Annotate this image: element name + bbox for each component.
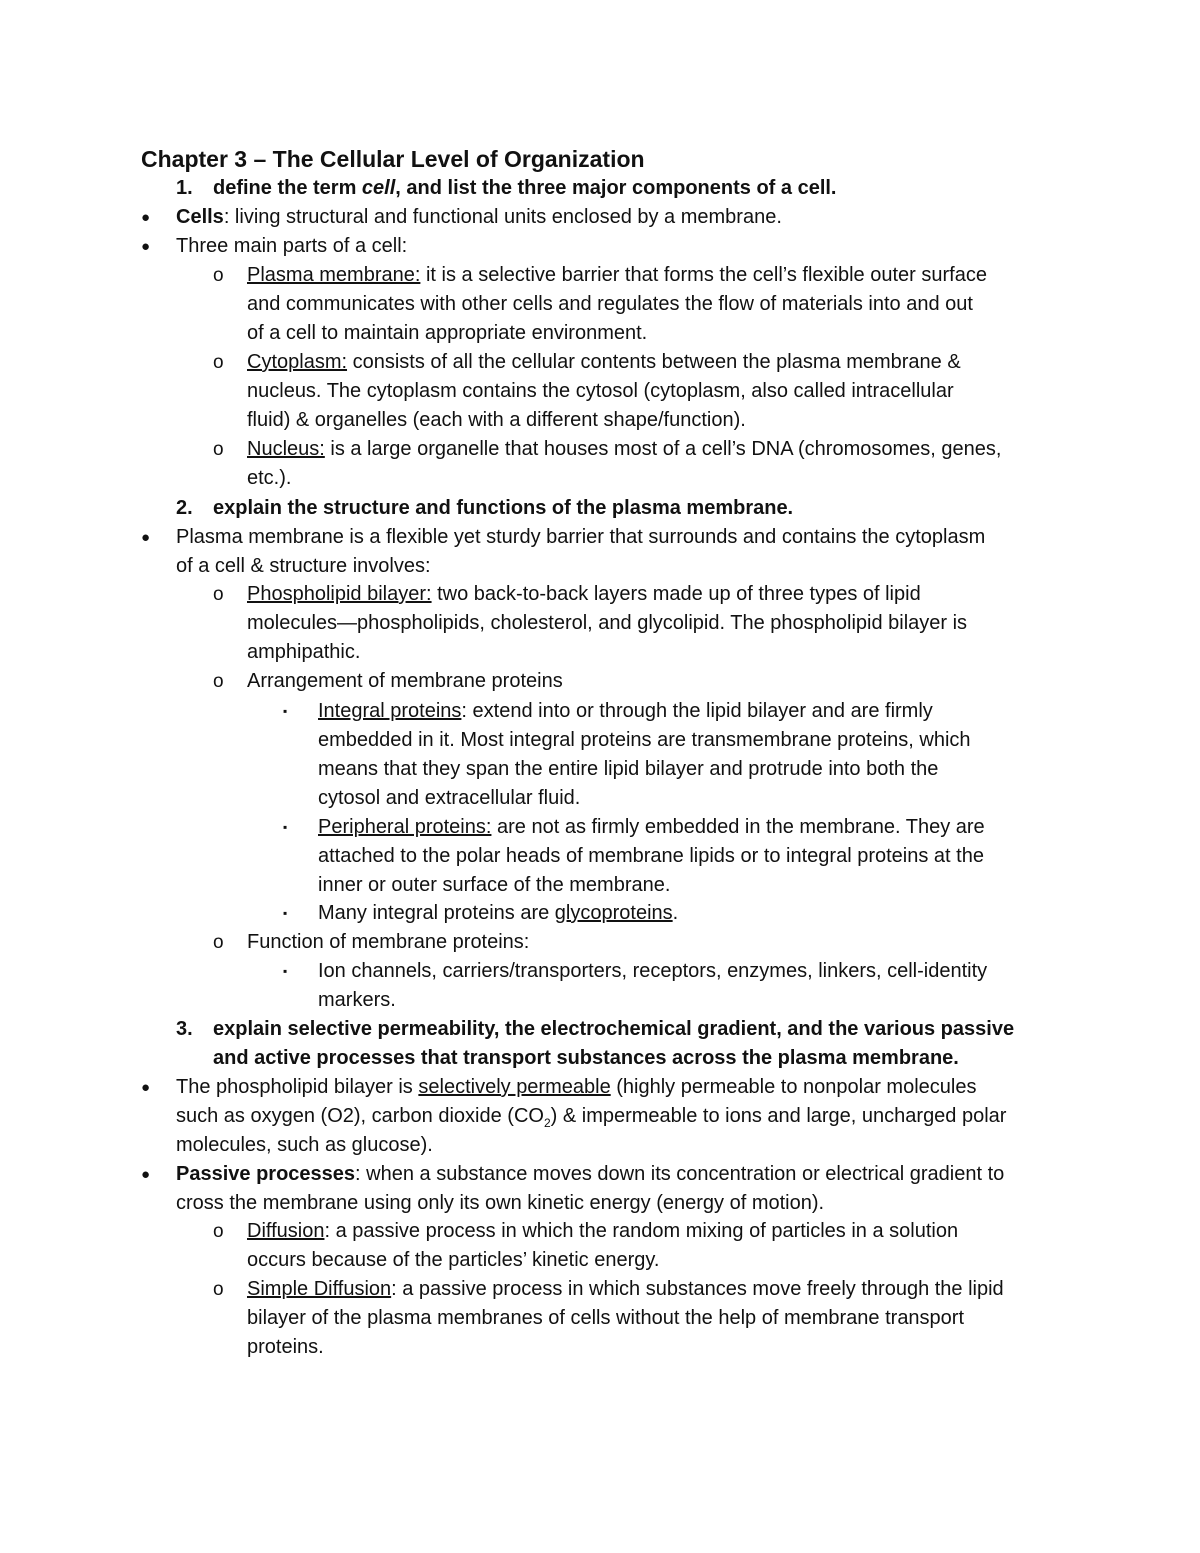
- plasma-membrane-desc-line-1: Plasma membrane is a flexible yet sturdy barrier that surrounds and contains the cytoplasm: [176, 526, 986, 548]
- circle-bullet-icon: o: [213, 439, 224, 460]
- passive-line-2: cross the membrane using only its own kinetic energy (energy of motion).: [176, 1192, 825, 1214]
- question-1: define the term cell, and list the three major components of a cell.: [213, 177, 837, 199]
- peripheral-line-3: inner or outer surface of the membrane.: [318, 874, 671, 896]
- simple-diffusion-line-2: bilayer of the plasma membranes of cells without the help of membrane transport: [247, 1307, 965, 1329]
- square-bullet-icon: ▪: [283, 704, 288, 718]
- bullet-icon: ●: [141, 529, 151, 546]
- circle-bullet-icon: o: [213, 584, 224, 605]
- question-number-2: 2.: [176, 497, 193, 519]
- circle-bullet-icon: o: [213, 1221, 224, 1242]
- integral-line-3: means that they span the entire lipid bilayer and protrude into both the: [318, 758, 939, 780]
- plasma-membrane-line-1: Plasma membrane: it is a selective barrier that forms the cell’s flexible outer surface: [247, 264, 987, 286]
- function-heading: Function of membrane proteins:: [247, 931, 530, 953]
- peripheral-line-1: Peripheral proteins: are not as firmly embedded in the membrane. They are: [318, 816, 985, 838]
- glycoproteins-line: Many integral proteins are glycoproteins.: [318, 902, 679, 924]
- bullet-icon: ●: [141, 209, 151, 226]
- page-title: Chapter 3 – The Cellular Level of Organization: [141, 146, 645, 172]
- selective-line-2: such as oxygen (O2), carbon dioxide $(CO_2)$ & impermeable to ions and large, uncharged polar: [176, 1105, 1007, 1130]
- circle-bullet-icon: o: [213, 352, 224, 373]
- circle-bullet-icon: o: [213, 265, 224, 286]
- phospholipid-line-2: molecules—phospholipids, cholesterol, and glycolipid. The phospholipid bilayer is: [247, 612, 968, 634]
- question-number-3: 3.: [176, 1018, 193, 1040]
- passive-line-1: Passive processes: when a substance moves down its concentration or electrical gradient to: [176, 1163, 1005, 1185]
- question-number-1: 1.: [176, 177, 193, 199]
- question-3-line-2: and active processes that transport substances across the plasma membrane.: [213, 1047, 959, 1069]
- nucleus-line-1: Nucleus: is a large organelle that houses most of a cell’s DNA (chromosomes, genes,: [247, 438, 1002, 460]
- bullet-icon: ●: [141, 238, 151, 255]
- integral-line-1: Integral proteins: extend into or through the lipid bilayer and are firmly: [318, 700, 933, 722]
- plasma-membrane-desc-line-2: of a cell & structure involves:: [176, 555, 431, 577]
- diffusion-line-2: occurs because of the particles’ kinetic energy.: [247, 1249, 660, 1271]
- bullet-icon: ●: [141, 1079, 151, 1096]
- three-parts-heading: Three main parts of a cell:: [176, 235, 408, 257]
- plasma-membrane-line-3: of a cell to maintain appropriate environment.: [247, 322, 648, 344]
- nucleus-line-2: etc.).: [247, 467, 292, 489]
- question-3-line-1: explain selective permeability, the electrochemical gradient, and the various passive: [213, 1018, 1015, 1040]
- phospholipid-line-1: Phospholipid bilayer: two back-to-back layers made up of three types of lipid: [247, 583, 921, 605]
- square-bullet-icon: ▪: [283, 964, 288, 978]
- square-bullet-icon: ▪: [283, 820, 288, 834]
- bullet-icon: ●: [141, 1166, 151, 1183]
- plasma-membrane-line-2: and communicates with other cells and regulates the flow of materials into and out: [247, 293, 973, 315]
- circle-bullet-icon: o: [213, 1279, 224, 1300]
- circle-bullet-icon: o: [213, 932, 224, 953]
- selective-line-3: molecules, such as glucose).: [176, 1134, 433, 1156]
- phospholipid-line-3: amphipathic.: [247, 641, 361, 663]
- diffusion-line-1: Diffusion: a passive process in which the random mixing of particles in a solution: [247, 1220, 959, 1242]
- cytoplasm-line-2: nucleus. The cytoplasm contains the cytosol (cytoplasm, also called intracellular: [247, 380, 954, 402]
- selective-line-1: The phospholipid bilayer is selectively permeable (highly permeable to nonpolar molecules: [176, 1076, 977, 1098]
- cytoplasm-line-1: Cytoplasm: consists of all the cellular contents between the plasma membrane &: [247, 351, 961, 373]
- functions-list-line-2: markers.: [318, 989, 396, 1011]
- question-2: explain the structure and functions of the plasma membrane.: [213, 497, 794, 519]
- circle-bullet-icon: o: [213, 671, 224, 692]
- integral-line-4: cytosol and extracellular fluid.: [318, 787, 581, 809]
- cells-definition: Cells: living structural and functional units enclosed by a membrane.: [176, 206, 782, 228]
- square-bullet-icon: ▪: [283, 906, 288, 920]
- arrangement-heading: Arrangement of membrane proteins: [247, 670, 563, 692]
- peripheral-line-2: attached to the polar heads of membrane lipids or to integral proteins at the: [318, 845, 984, 867]
- cytoplasm-line-3: fluid) & organelles (each with a different shape/function).: [247, 409, 746, 431]
- simple-diffusion-line-3: proteins.: [247, 1336, 324, 1358]
- functions-list-line-1: Ion channels, carriers/transporters, receptors, enzymes, linkers, cell-identity: [318, 960, 988, 982]
- integral-line-2: embedded in it. Most integral proteins are transmembrane proteins, which: [318, 729, 971, 751]
- simple-diffusion-line-1: Simple Diffusion: a passive process in which substances move freely through the lipid: [247, 1278, 1004, 1300]
